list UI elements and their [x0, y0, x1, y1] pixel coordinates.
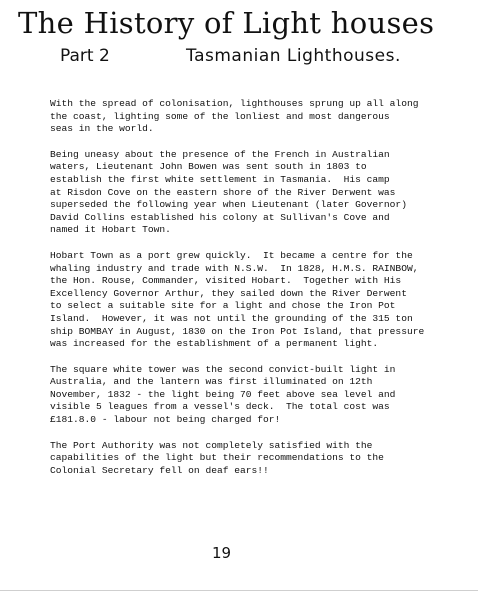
text-line: ship BOMBAY in August, 1830 on the Iron Pot Island, that pressure	[50, 325, 425, 337]
part-label: Part 2	[60, 46, 110, 66]
text-line: superseded the following year when Lieutenant (later Governor)	[50, 199, 407, 211]
text-line: David Collins established his colony at Sullivan's Cove and	[50, 211, 390, 223]
text-line: whaling industry and trade with N.S.W. In 1828, H.M.S. RAINBOW,	[50, 262, 419, 274]
text-line: was increased for the establishment of a permanent light.	[50, 338, 379, 350]
text-line: waters, Lieutenant John Bowen was sent south in 1803 to	[50, 161, 367, 173]
text-line: £181.8.0 - labour not being charged for!	[50, 414, 281, 426]
text-line: establish the first white settlement in Tasmania. His camp	[50, 173, 390, 185]
document-title: The History of Light houses	[18, 6, 435, 40]
text-line: the coast, lighting some of the lonliest and most dangerous	[50, 110, 390, 122]
text-line: visible 5 leagues from a vessel's deck. The total cost was	[50, 401, 390, 413]
paragraph-1	[50, 98, 468, 136]
text-line: Australia, and the lantern was first illuminated on 12th	[50, 376, 373, 388]
paragraph-2	[50, 149, 468, 237]
text-line: capabilities of the light but their recommendations to the	[50, 452, 384, 464]
article-body	[50, 98, 468, 490]
text-line: seas in the world.	[50, 123, 154, 135]
paragraph-4	[50, 364, 468, 427]
text-line: named it Hobart Town.	[50, 224, 171, 236]
document-subtitle: Tasmanian Lighthouses.	[186, 46, 401, 66]
text-line: Island. However, it was not until the grounding of the 315 ton	[50, 312, 413, 324]
text-line: With the spread of colonisation, lighthouses sprung up all along	[50, 98, 419, 109]
paragraph-5	[50, 440, 468, 478]
bottom-divider	[0, 590, 478, 591]
page-number: 19	[212, 544, 232, 562]
paragraph-3	[50, 250, 468, 351]
text-line: to select a suitable site for a light and chose the Iron Pot	[50, 300, 396, 312]
text-line: Excellency Governor Arthur, they sailed down the River Derwent	[50, 287, 407, 299]
text-line: the Hon. Rouse, Commander, visited Hobart. Together with His	[50, 275, 402, 287]
text-line: November, 1832 - the light being 70 feet above sea level and	[50, 388, 396, 400]
text-line: The Port Authority was not completely satisfied with the	[50, 439, 373, 451]
text-line: at Risdon Cove on the eastern shore of the River Derwent was	[50, 186, 396, 198]
text-line: The square white tower was the second convict-built light in	[50, 363, 396, 375]
text-line: Hobart Town as a port grew quickly. It became a centre for the	[50, 249, 413, 261]
text-line: Being uneasy about the presence of the French in Australian	[50, 148, 390, 160]
text-line: Colonial Secretary fell on deaf ears!!	[50, 464, 269, 476]
